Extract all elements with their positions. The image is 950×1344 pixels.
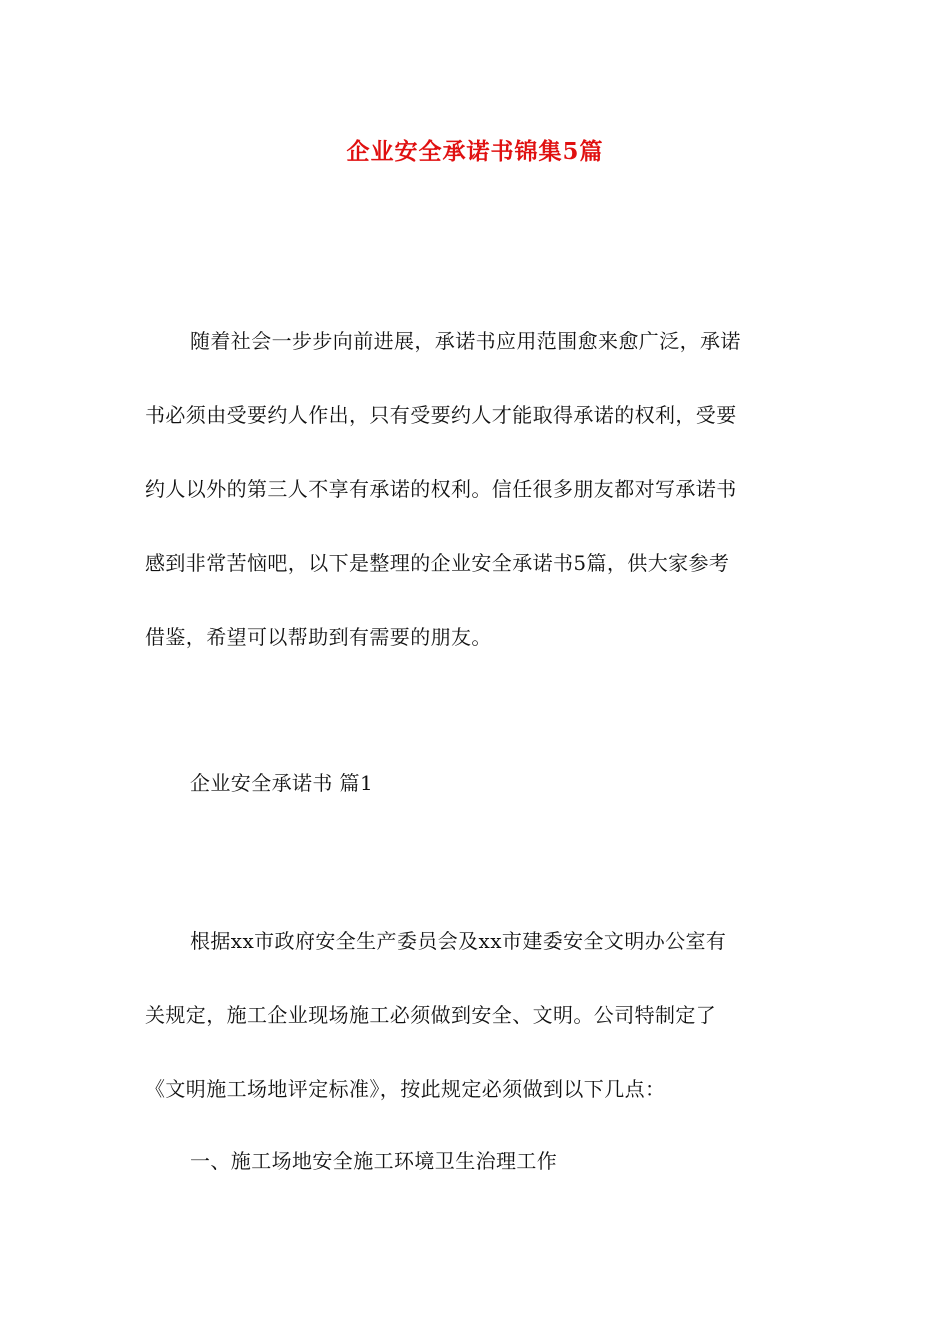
intro-paragraph (145, 304, 807, 674)
intro-line: 借鉴，希望可以帮助到有需要的朋友。 (145, 625, 492, 649)
list-item-1 (145, 1124, 807, 1198)
intro-line: 约人以外的第三人不享有承诺的权利。信任很多朋友都对写承诺书 (145, 477, 737, 501)
intro-line: 书必须由受要约人作出，只有受要约人才能取得承诺的权利，受要 (145, 403, 737, 427)
list-item-text: 一、施工场地安全施工环境卫生治理工作 (190, 1149, 558, 1173)
intro-line: 随着社会一步步向前进展，承诺书应用范围愈来愈广泛，承诺 (190, 329, 741, 353)
body-line: 关规定，施工企业现场施工必须做到安全、文明。公司特制定了 (145, 1003, 717, 1027)
body-line: 根据xx市政府安全生产委员会及xx市建委安全文明办公室有 (190, 929, 727, 953)
section-heading (145, 746, 807, 820)
body-paragraph (145, 904, 807, 1126)
section-heading-text: 企业安全承诺书 篇1 (190, 771, 374, 795)
body-line: 《文明施工场地评定标准》，按此规定必须做到以下几点： (145, 1077, 666, 1101)
document-title: 企业安全承诺书锦集5篇 (346, 138, 604, 165)
intro-line: 感到非常苦恼吧，以下是整理的企业安全承诺书5篇，供大家参考 (145, 551, 730, 575)
